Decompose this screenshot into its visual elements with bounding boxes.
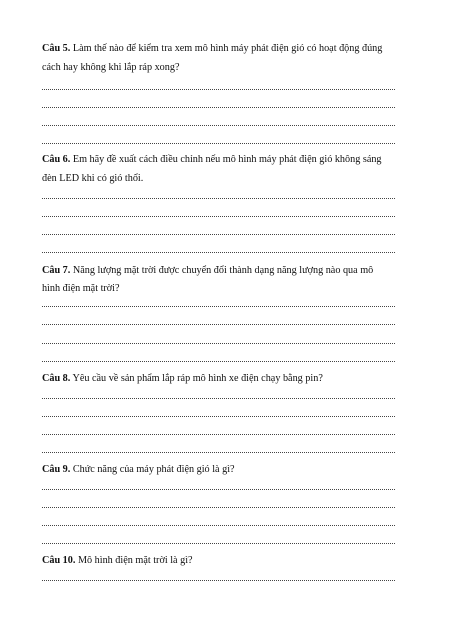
answer-line[interactable] [42, 107, 395, 108]
question-7-text-2: hình điện mặt trời? [42, 283, 120, 294]
answer-line[interactable] [42, 361, 395, 362]
answer-line[interactable] [42, 216, 395, 217]
answer-line[interactable] [42, 234, 395, 235]
answer-line[interactable] [42, 525, 395, 526]
question-7-label: Câu 7. [42, 265, 71, 276]
answer-line[interactable] [42, 416, 395, 417]
answer-line[interactable] [42, 543, 395, 544]
question-9-line-1 [42, 463, 402, 476]
question-8-label: Câu 8. [42, 373, 71, 384]
answer-line[interactable] [42, 324, 395, 325]
question-8-text-1: Yêu cầu về sản phẩm lắp ráp mô hình xe điện chạy bằng pin? [72, 373, 323, 384]
answer-line[interactable] [42, 489, 395, 490]
answer-line[interactable] [42, 343, 395, 344]
answer-line[interactable] [42, 125, 395, 126]
question-5-text-2: cách hay không khi lắp ráp xong? [42, 62, 180, 73]
answer-line[interactable] [42, 398, 395, 399]
answer-line[interactable] [42, 507, 395, 508]
question-7-text-1: Năng lượng mặt trời được chuyển đổi thành dạng năng lượng nào qua mô [72, 265, 374, 276]
question-10-label: Câu 10. [42, 555, 76, 566]
question-10-text-1: Mô hình điện mặt trời là gì? [77, 555, 193, 566]
question-5-line-2 [42, 61, 402, 74]
question-8-line-1 [42, 372, 402, 385]
question-7-line-1 [42, 264, 402, 277]
answer-line[interactable] [42, 452, 395, 453]
question-6-line-2 [42, 172, 402, 185]
answer-line[interactable] [42, 580, 395, 581]
question-5-label: Câu 5. [42, 43, 71, 54]
answer-line[interactable] [42, 434, 395, 435]
answer-line[interactable] [42, 252, 395, 253]
question-5-text-1: Làm thế nào để kiểm tra xem mô hình máy phát điện gió có hoạt động đúng [72, 43, 383, 54]
question-6-text-2: đèn LED khi có gió thổi. [42, 173, 144, 184]
question-7-line-2 [42, 282, 402, 295]
answer-line[interactable] [42, 143, 395, 144]
question-9-label: Câu 9. [42, 464, 71, 475]
question-6-text-1: Em hãy đề xuất cách điều chỉnh nếu mô hình máy phát điện gió không sáng [72, 154, 382, 165]
answer-line[interactable] [42, 89, 395, 90]
question-10-line-1 [42, 554, 402, 567]
answer-line[interactable] [42, 198, 395, 199]
answer-line[interactable] [42, 306, 395, 307]
question-6-line-1 [42, 153, 402, 166]
question-9-text-1: Chức năng của máy phát điện gió là gì? [72, 464, 235, 475]
question-5-line-1 [42, 42, 402, 55]
question-6-label: Câu 6. [42, 154, 71, 165]
